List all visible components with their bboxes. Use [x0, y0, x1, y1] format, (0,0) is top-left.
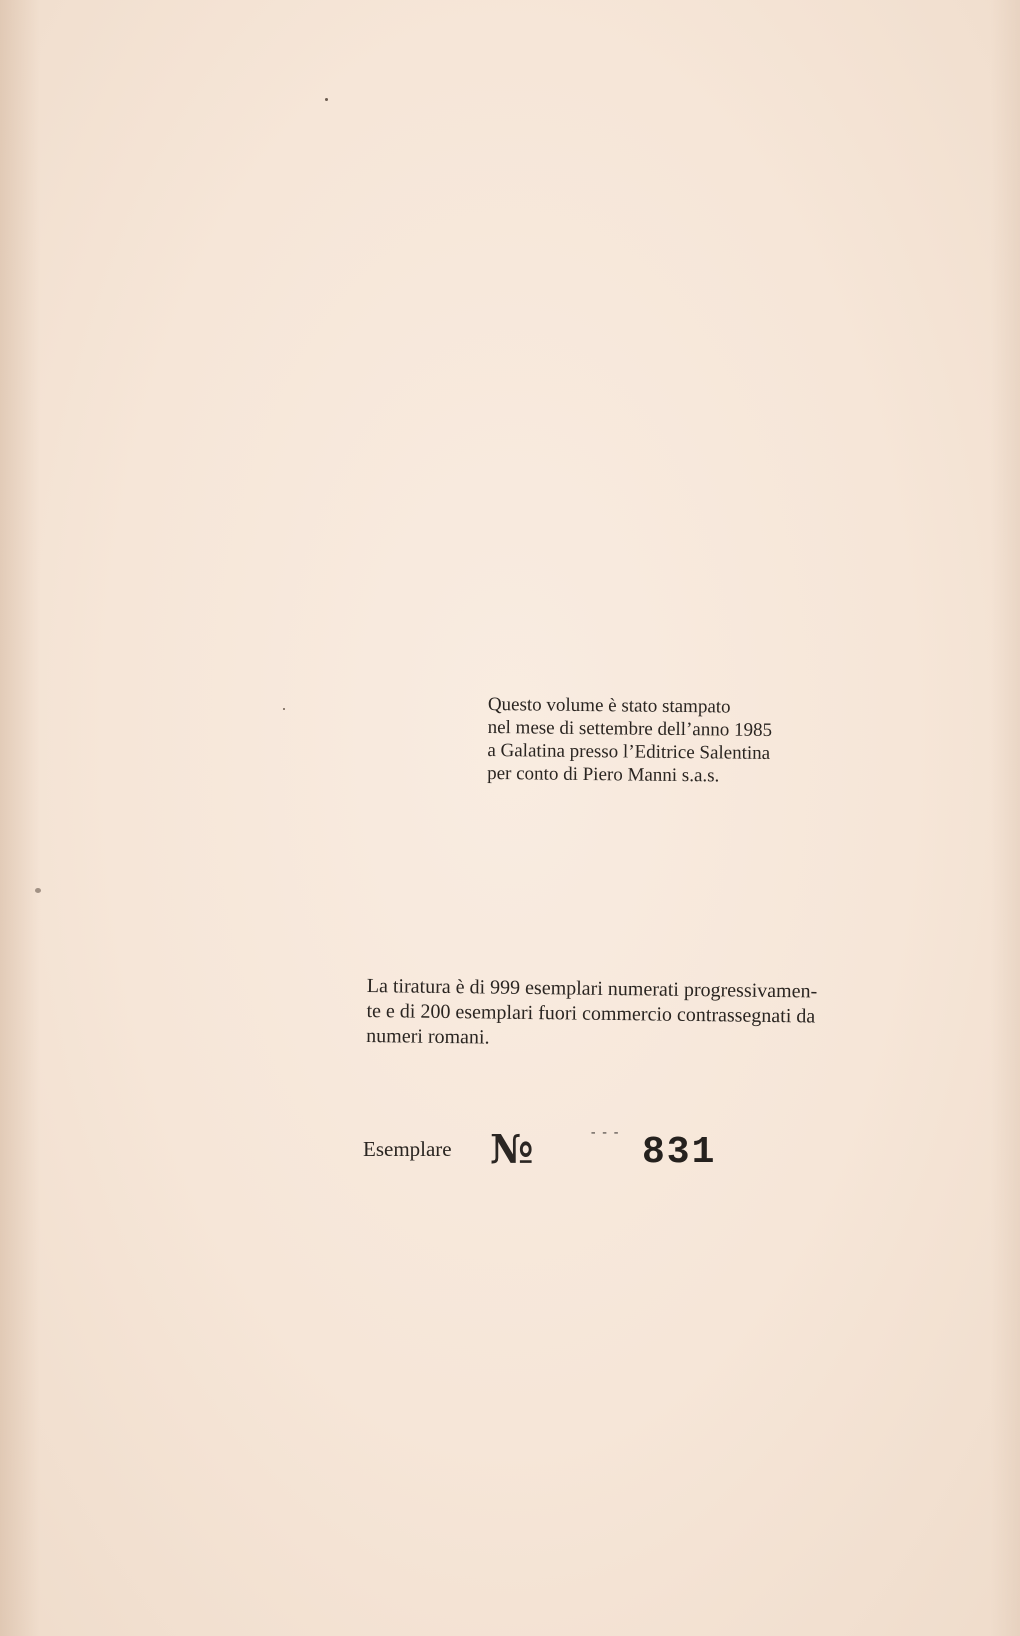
colophon-text: [487, 693, 908, 789]
print-run-line: numeri romani.: [366, 1024, 490, 1049]
print-run-notice: [366, 974, 947, 1056]
stamp-dashes: ---: [589, 1125, 624, 1141]
colophon-line: nel mese di settembre dell’anno 1985: [487, 716, 773, 741]
paper-speck: [325, 98, 328, 101]
print-run-line: La tiratura è di 999 esemplari numerati progressivamen-: [366, 974, 818, 1003]
numero-sign: №: [490, 1126, 534, 1173]
copy-number: 831: [642, 1131, 717, 1174]
colophon-line: a Galatina presso l’Editrice Salentina: [487, 739, 771, 764]
paper-speck: [283, 708, 285, 710]
copy-number-row: [363, 1125, 763, 1185]
paper-speck: [35, 888, 41, 893]
colophon-line: per conto di Piero Manni s.a.s.: [487, 762, 720, 787]
colophon-line: Questo volume è stato stampato: [487, 693, 731, 718]
print-run-line: te e di 200 esemplari fuori commercio contrassegnati da: [366, 999, 816, 1028]
copy-label: Esemplare: [363, 1137, 452, 1161]
